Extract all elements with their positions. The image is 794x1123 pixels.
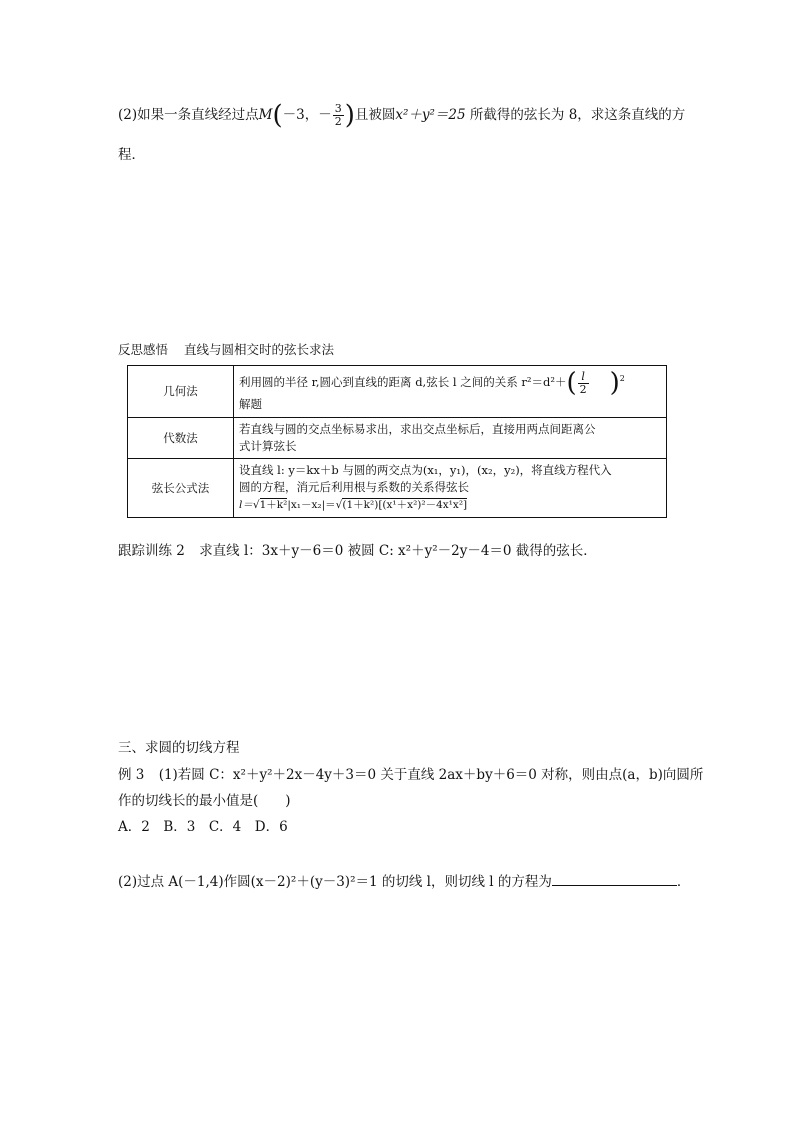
q2-point-x: －3， [282, 107, 319, 123]
example-3-part2 [118, 870, 690, 890]
table-row [128, 366, 667, 418]
practice-2 [118, 539, 597, 559]
method-name-geometric: 几何法 [128, 366, 234, 418]
q2-circle-eq: x²＋y²＝25 [395, 107, 466, 123]
open-paren: ( [566, 368, 577, 399]
section-3-heading: 三、求圆的切线方程 [118, 740, 240, 756]
algebraic-line2: 式计算弦长 [239, 439, 297, 453]
method-desc-geometric [234, 366, 667, 418]
geometric-line2: 解题 [239, 396, 262, 411]
q2-point-y-fraction [333, 103, 344, 128]
q2-line1 [118, 100, 686, 131]
reflection-heading-row [118, 340, 334, 358]
close-paren: ) [344, 100, 355, 131]
q2-point-y-sign: － [318, 107, 332, 123]
example-line1: (1)若圆 C：x²＋y²＋2x－4y＋3＝0 关于直线 2ax＋by＋6＝0 对称，则由点(a，b)向圆所 [158, 767, 704, 783]
frac-den: 2 [579, 382, 587, 396]
example-label: 例 3 [118, 767, 145, 783]
reflection-heading: 反思感悟 [118, 342, 169, 357]
q2-suffix: 所截得的弦长为 8，求这条直线的方 [469, 107, 686, 123]
q2-frac-den: 2 [334, 115, 342, 128]
part2-end: ． [676, 874, 691, 890]
open-paren: ( [272, 100, 283, 131]
chord-line1: 设直线 l: y＝kx＋b 与圆的两交点为(x₁，y₁)，(x₂，y₂)，将直线方程代入 [239, 463, 612, 477]
sqrt-term-1: 1＋k² [259, 499, 288, 511]
methods-table [127, 365, 667, 518]
q2-prefix: (2)如果一条直线经过点 [118, 107, 259, 123]
method-desc-chord-formula [234, 459, 667, 518]
formula-left: l＝ [239, 499, 253, 511]
part2-text: (2)过点 A(－1,4)作圆(x－2)²＋(y－3)²＝1 的切线 l，则切线 l 的方程为 [118, 874, 552, 890]
q2-frac-num: 3 [334, 102, 342, 115]
q2-point-name: M [258, 107, 273, 123]
example-3-line2: 作的切线长的最小值是( ) [118, 793, 291, 809]
q2-mid: 且被圆 [354, 107, 396, 123]
example-3-line1 [118, 763, 703, 783]
sqrt-term-2: (1＋k²)[(x¹＋x²)²－4x¹x²] [342, 499, 468, 511]
answer-blank[interactable] [552, 873, 677, 886]
abs-term: |x₁－x₂|＝ [287, 499, 336, 511]
close-paren: ) [609, 368, 620, 399]
algebraic-line1: 若直线与圆的交点坐标易求出，求出交点坐标后，直接用两点间距离公 [239, 422, 596, 436]
geometric-fraction [578, 371, 589, 396]
q2-line2: 程． [118, 147, 145, 163]
method-name-chord-formula: 弦长公式法 [128, 459, 234, 518]
method-desc-algebraic [234, 418, 667, 459]
geometric-exp: 2 [619, 374, 625, 384]
practice-label: 跟踪训练 2 [118, 543, 185, 559]
method-name-algebraic: 代数法 [128, 418, 234, 459]
table-row [128, 418, 667, 459]
table-row [128, 459, 667, 518]
practice-text: 求直线 l：3x＋y－6＝0 被圆 C: x²＋y²－2y－4＝0 截得的弦长． [199, 543, 597, 559]
chord-line2: 圆的方程，消元后利用根与系数的关系得弦长 [239, 480, 469, 494]
geometric-line1: 利用圆的半径 r,圆心到直线的距离 d,弦长 l 之间的关系 r²＝d²＋ [239, 375, 567, 390]
chord-formula: l＝√1＋k²|x₁－x₂|＝√(1＋k²)[(x¹＋x²)²－4x¹x²] [239, 499, 468, 511]
frac-num: l [578, 371, 589, 384]
example-3-options: A．2 B．3 C．4 D．6 [118, 819, 288, 835]
reflection-subheading: 直线与圆相交时的弦长求法 [184, 342, 335, 357]
